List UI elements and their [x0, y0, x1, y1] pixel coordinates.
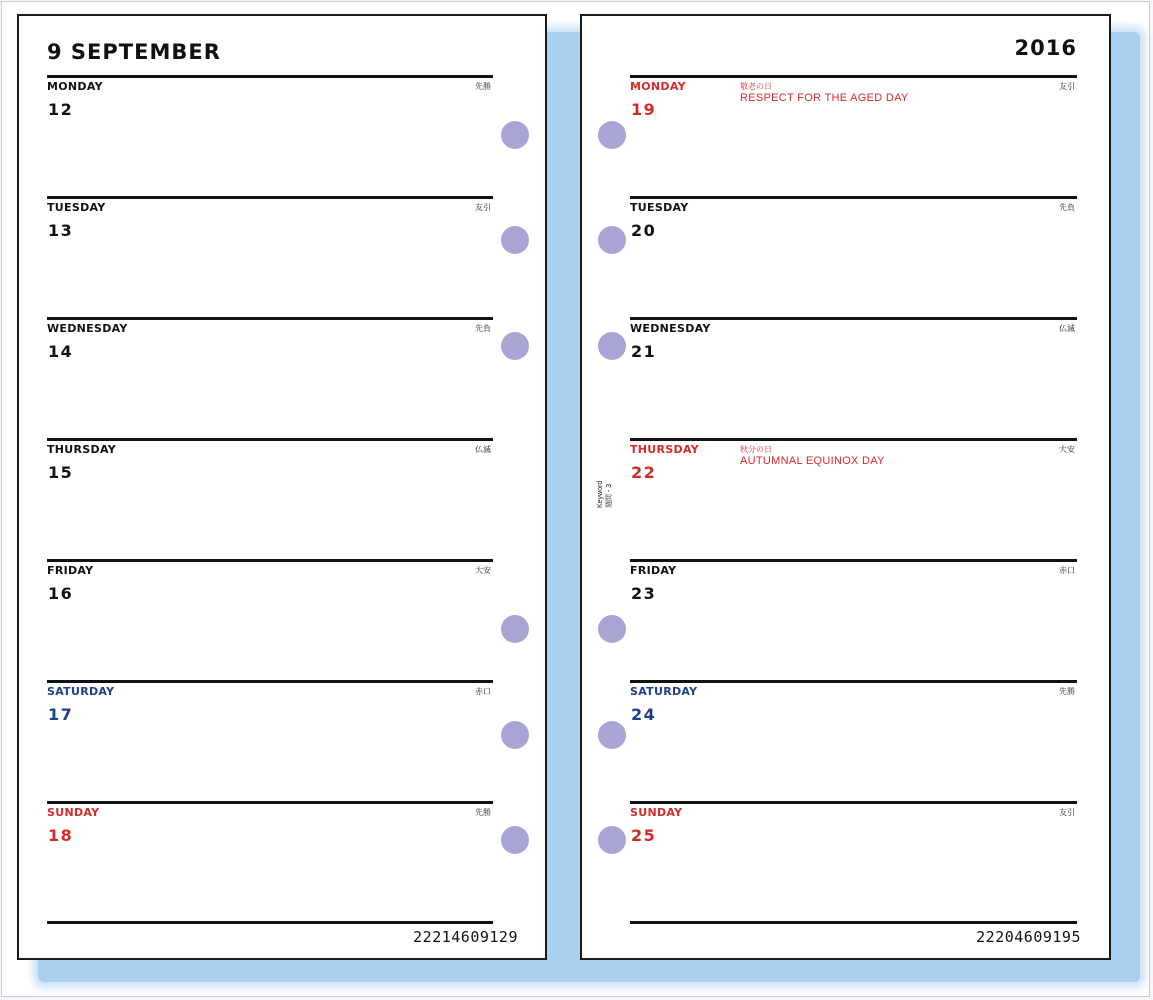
day-row-sunday[interactable] [630, 801, 1077, 922]
day-row-monday[interactable] [47, 75, 493, 196]
side-label-line2: 週間 - 3 [606, 483, 613, 508]
day-row-tuesday[interactable] [630, 196, 1077, 317]
punch-hole [501, 121, 529, 149]
rokuyo-label: 先勝 [475, 808, 491, 817]
side-keyword-label [596, 472, 630, 508]
left-page [17, 14, 547, 960]
punch-hole [501, 721, 529, 749]
day-number: 23 [631, 584, 657, 603]
rokuyo-label: 先負 [475, 324, 491, 333]
day-row-thursday[interactable] [47, 438, 493, 559]
day-name: SUNDAY [630, 806, 683, 819]
day-number: 13 [48, 221, 74, 240]
punch-hole [501, 826, 529, 854]
holiday-name-en: RESPECT FOR THE AGED DAY [740, 92, 909, 104]
day-number: 18 [48, 826, 74, 845]
rokuyo-label: 先勝 [1059, 687, 1075, 696]
day-number: 15 [48, 463, 74, 482]
year-title: 2016 [1014, 36, 1077, 60]
day-name: SUNDAY [47, 806, 100, 819]
day-name: MONDAY [47, 80, 103, 93]
punch-hole [501, 226, 529, 254]
day-number: 25 [631, 826, 657, 845]
punch-hole [598, 826, 626, 854]
day-number: 24 [631, 705, 657, 724]
rokuyo-label: 仏滅 [475, 445, 491, 454]
day-number: 20 [631, 221, 657, 240]
day-number: 12 [48, 100, 74, 119]
day-row-thursday[interactable] [630, 438, 1077, 559]
day-name: WEDNESDAY [47, 322, 128, 335]
day-row-wednesday[interactable] [630, 317, 1077, 438]
punch-hole [598, 226, 626, 254]
day-name: MONDAY [630, 80, 686, 93]
day-name: FRIDAY [47, 564, 94, 577]
day-number: 19 [631, 100, 657, 119]
punch-hole [501, 332, 529, 360]
rokuyo-label: 大安 [1059, 445, 1075, 454]
punch-hole [598, 332, 626, 360]
day-row-tuesday[interactable] [47, 196, 493, 317]
punch-hole [598, 721, 626, 749]
rokuyo-label: 赤口 [475, 687, 491, 696]
day-row-monday[interactable] [630, 75, 1077, 196]
day-name: THURSDAY [630, 443, 699, 456]
right-page [580, 14, 1111, 960]
holiday-name-en: AUTUMNAL EQUINOX DAY [740, 455, 885, 467]
day-number: 16 [48, 584, 74, 603]
side-label-line1: Keyword [597, 480, 604, 508]
holiday-name-jp: 敬老の日 [740, 82, 772, 91]
punch-hole [598, 615, 626, 643]
product-code: 22204609195 [976, 928, 1081, 946]
day-number: 22 [631, 463, 657, 482]
day-row-sunday[interactable] [47, 801, 493, 922]
rokuyo-label: 先勝 [475, 82, 491, 91]
day-name: SATURDAY [47, 685, 115, 698]
bottom-rule [47, 921, 493, 924]
day-row-saturday[interactable] [47, 680, 493, 801]
bottom-rule [630, 921, 1077, 924]
day-row-friday[interactable] [47, 559, 493, 680]
rokuyo-label: 友引 [1059, 82, 1075, 91]
day-number: 21 [631, 342, 657, 361]
day-row-wednesday[interactable] [47, 317, 493, 438]
day-name: THURSDAY [47, 443, 116, 456]
day-name: FRIDAY [630, 564, 677, 577]
rokuyo-label: 赤口 [1059, 566, 1075, 575]
punch-hole [598, 121, 626, 149]
day-row-saturday[interactable] [630, 680, 1077, 801]
rokuyo-label: 友引 [1059, 808, 1075, 817]
day-name: TUESDAY [630, 201, 689, 214]
product-code: 22214609129 [413, 928, 518, 946]
holiday-name-jp: 秋分の日 [740, 445, 772, 454]
punch-hole [501, 615, 529, 643]
rokuyo-label: 大安 [475, 566, 491, 575]
day-number: 14 [48, 342, 74, 361]
day-row-friday[interactable] [630, 559, 1077, 680]
rokuyo-label: 友引 [475, 203, 491, 212]
day-number: 17 [48, 705, 74, 724]
month-title: 9 SEPTEMBER [47, 40, 221, 64]
day-name: WEDNESDAY [630, 322, 711, 335]
day-name: TUESDAY [47, 201, 106, 214]
rokuyo-label: 先負 [1059, 203, 1075, 212]
day-name: SATURDAY [630, 685, 698, 698]
rokuyo-label: 仏滅 [1059, 324, 1075, 333]
